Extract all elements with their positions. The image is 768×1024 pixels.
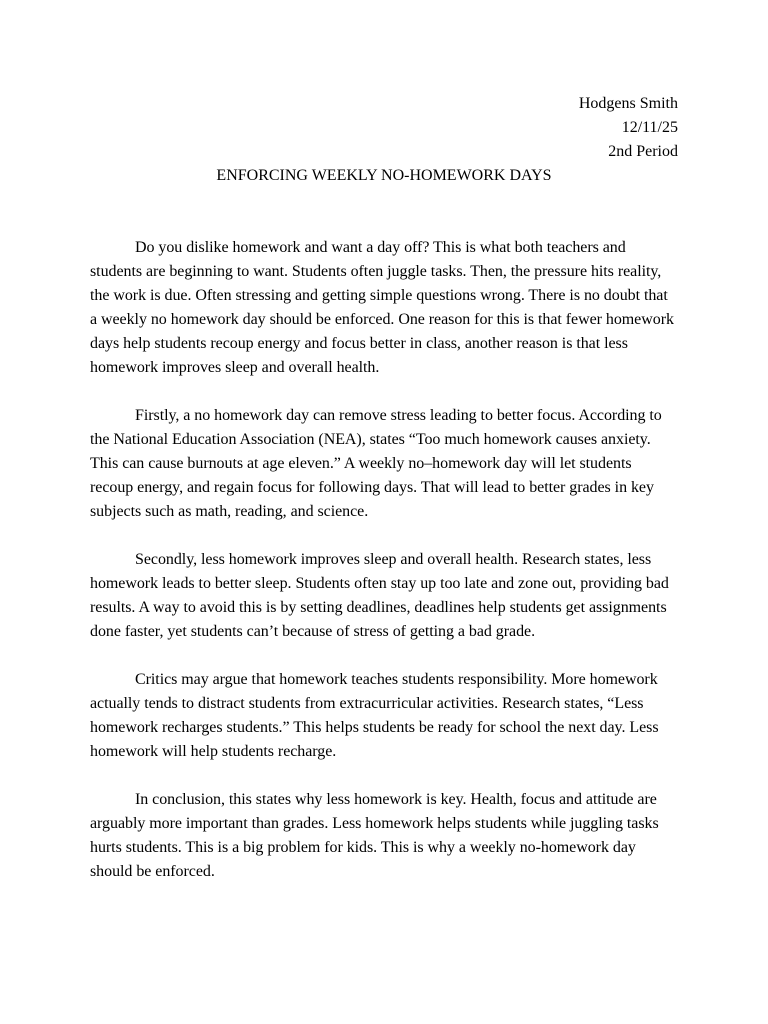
document-page xyxy=(90,92,678,908)
document-title: ENFORCING WEEKLY NO-HOMEWORK DAYS xyxy=(216,167,552,184)
document-header xyxy=(90,92,678,164)
document-body xyxy=(90,236,678,884)
paragraph-counterargument: Critics may argue that homework teaches students responsibility. More homework actually tends to distract students from extracurricular activities. Research states, “Less homework recharges students.” This helps students be ready for school the next day. Less homework will help students recharge. xyxy=(90,671,659,760)
paragraph-conclusion: In conclusion, this states why less homework is key. Health, focus and attitude are arguably more important than grades. Less homework helps students while juggling tasks hurts students. This is a big problem for kids. This is why a weekly no-homework day should be enforced. xyxy=(90,791,659,880)
document-date: 12/11/25 xyxy=(621,119,678,136)
paragraph-second-reason: Secondly, less homework improves sleep and overall health. Research states, less homework leads to better sleep. Students often stay up too late and zone out, providing bad results. A way to avoid this is by setting deadlines, deadlines help students get assignments done faster, yet students can’t because of stress of getting a bad grade. xyxy=(90,551,669,640)
paragraph-introduction: Do you dislike homework and want a day off? This is what both teachers and students are beginning to want. Students often juggle tasks. Then, the pressure hits reality, the work is due. Often stressing and getting simple questions wrong. There is no doubt that a weekly no homework day should be enforced. One reason for this is that fewer homework days help students recoup energy and focus better in class, another reason is that less homework improves sleep and overall health. xyxy=(90,239,674,376)
author-name: Hodgens Smith xyxy=(578,95,678,112)
paragraph-first-reason: Firstly, a no homework day can remove stress leading to better focus. According to the National Education Association (NEA), states “Too much homework causes anxiety. This can cause burnouts at age eleven.” A weekly no–homework day will let students recoup energy, and regain focus for following days. That will lead to better grades in key subjects such as math, reading, and science. xyxy=(90,407,662,520)
class-period: 2nd Period xyxy=(608,143,678,160)
